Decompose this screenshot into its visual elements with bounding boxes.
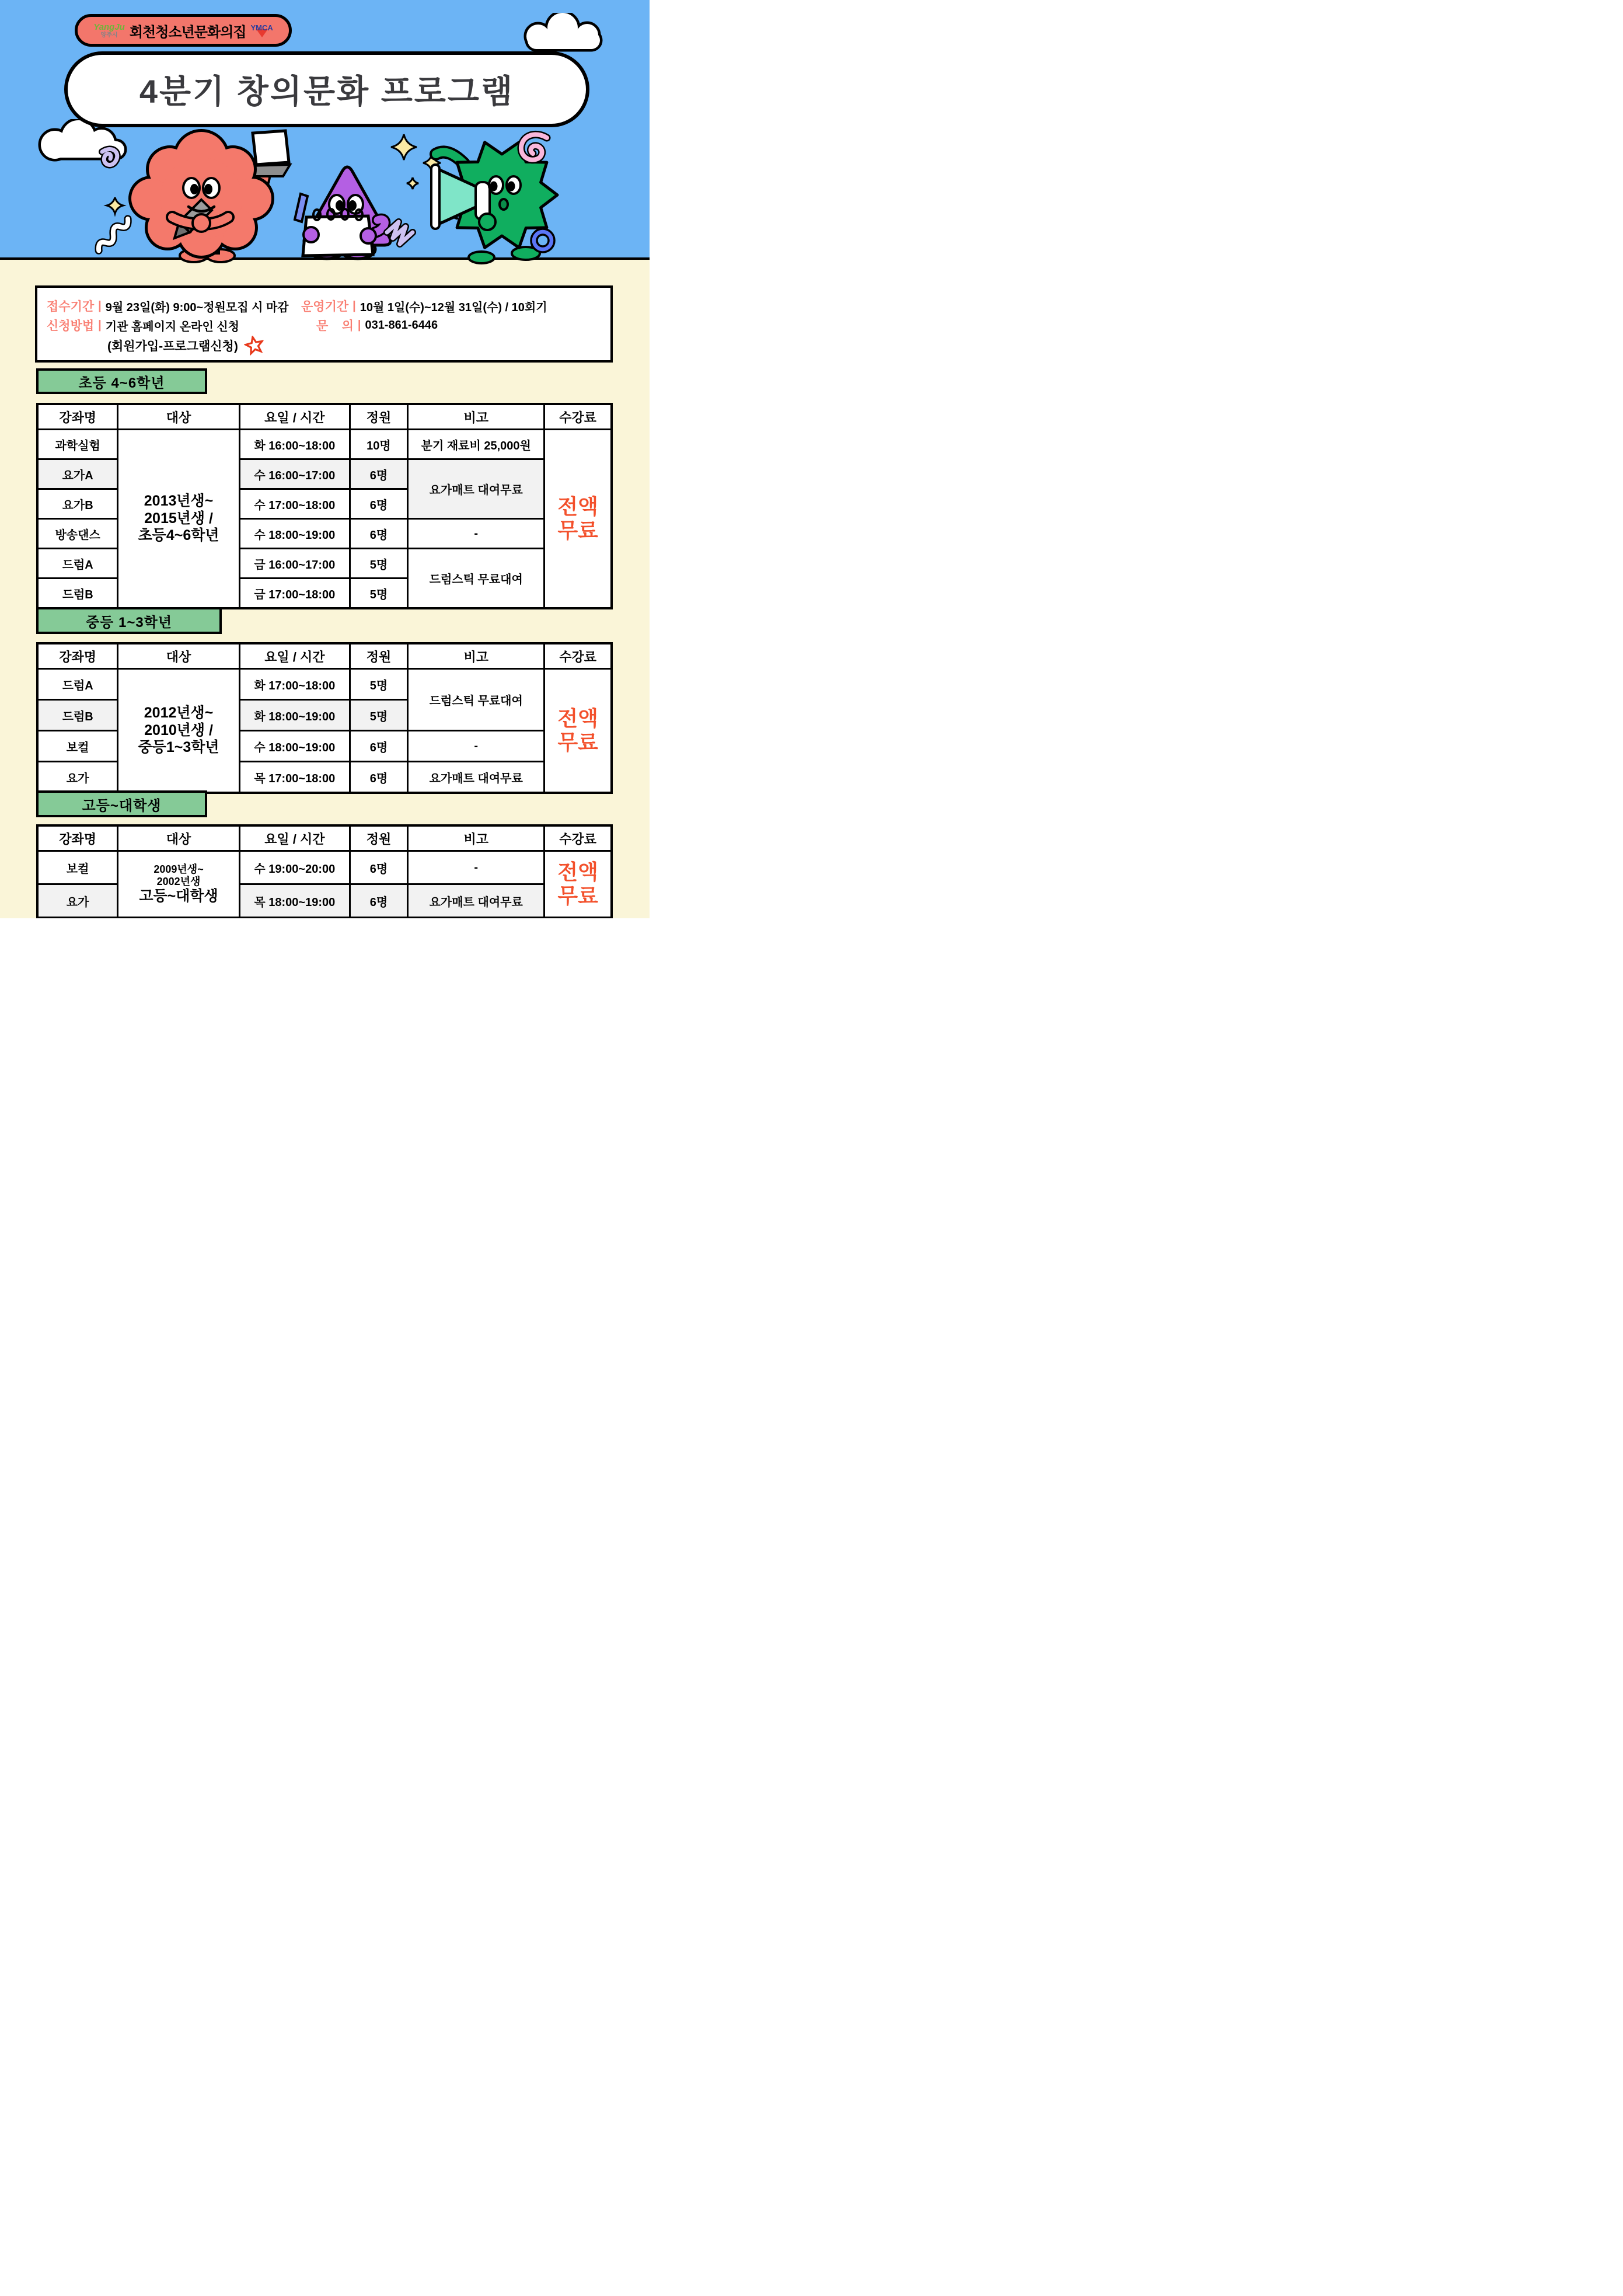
time-cell: 금 17:00~18:00 [239, 579, 350, 609]
info-apply-period [47, 297, 289, 315]
fee-cell: 전액 무료 [545, 430, 612, 609]
info-value: 10월 1일(수)~12월 31일(수) / 10회기 [359, 301, 547, 314]
info-apply-method [47, 316, 239, 334]
col-target: 대상 [118, 825, 240, 851]
note-cell: 요가매트 대여무료 [408, 884, 545, 918]
info-label: 접수기간 [47, 300, 95, 313]
col-fee: 수강료 [545, 643, 612, 669]
confetti-curl-icon [102, 149, 117, 165]
section-title: 초등 4~6학년 [78, 375, 165, 391]
course-name-cell: 방송댄스 [37, 519, 118, 549]
time-cell: 화 18:00~19:00 [239, 700, 350, 731]
capacity-cell: 5명 [350, 669, 407, 700]
fee-cell: 전액 무료 [545, 669, 612, 793]
info-divider: | [357, 318, 361, 332]
yangju-city-logo [93, 23, 125, 39]
col-capacity: 정원 [350, 825, 407, 851]
capacity-cell: 5명 [350, 549, 407, 579]
time-cell: 금 16:00~17:00 [239, 549, 350, 579]
fee-cell: 전액 무료 [545, 851, 612, 918]
info-operating-period [301, 297, 547, 315]
section-header-high [36, 790, 207, 817]
zigzag-icon [387, 222, 413, 244]
mascot-illustration [114, 130, 563, 264]
note-cell: 분기 재료비 25,000원 [408, 430, 545, 459]
capacity-cell: 10명 [350, 430, 407, 459]
program-table-elementary [36, 403, 613, 609]
course-name-cell: 드럼B [37, 700, 118, 731]
info-label: 문 의 [316, 319, 354, 333]
col-course: 강좌명 [37, 404, 118, 430]
course-name-cell: 과학실험 [37, 430, 118, 459]
note-cell: 요가매트 대여무료 [408, 762, 545, 793]
capacity-cell: 5명 [350, 579, 407, 609]
info-label: 운영기간 [301, 300, 349, 313]
star-doodle-icon [243, 334, 266, 357]
target-cell: 2009년생~ 2002년생 고등~대학생 [118, 851, 240, 918]
org-badge [75, 14, 292, 47]
note-cell: - [408, 731, 545, 762]
purple-triangle-character [295, 167, 390, 259]
course-name-cell: 드럼B [37, 579, 118, 609]
time-cell: 수 16:00~17:00 [239, 459, 350, 489]
col-course: 강좌명 [37, 825, 118, 851]
section-header-elementary [36, 368, 207, 394]
col-target: 대상 [118, 404, 240, 430]
info-divider: | [98, 299, 102, 312]
time-cell: 화 17:00~18:00 [239, 669, 350, 700]
note-cell: - [408, 519, 545, 549]
time-cell: 수 18:00~19:00 [239, 731, 350, 762]
col-time: 요일 / 시간 [239, 643, 350, 669]
capacity-cell: 5명 [350, 700, 407, 731]
program-poster [0, 0, 650, 918]
confetti-curl-icon [521, 134, 547, 159]
course-name-cell: 요가 [37, 884, 118, 918]
cloud-icon [517, 13, 610, 54]
red-flower-character [131, 131, 290, 262]
time-cell: 화 16:00~18:00 [239, 430, 350, 459]
table-header-row [37, 643, 612, 669]
course-name-cell: 요가B [37, 489, 118, 519]
capacity-cell: 6명 [350, 519, 407, 549]
course-name-cell: 요가 [37, 762, 118, 793]
info-value: 031-861-6446 [365, 318, 438, 332]
table-row [37, 669, 612, 700]
col-note: 비고 [408, 825, 545, 851]
yangju-city-label: 양주시 [100, 32, 118, 39]
col-time: 요일 / 시간 [239, 825, 350, 851]
note-cell: 드럼스틱 무료대여 [408, 669, 545, 731]
header-section [0, 0, 650, 260]
capacity-cell: 6명 [350, 489, 407, 519]
sparkle-icon [107, 197, 123, 214]
time-cell: 수 19:00~20:00 [239, 851, 350, 884]
col-note: 비고 [408, 404, 545, 430]
capacity-cell: 6명 [350, 851, 407, 884]
poster-title-pill [64, 51, 589, 127]
capacity-cell: 6명 [350, 884, 407, 918]
ymca-logo [251, 24, 273, 37]
org-name: 회천청소년문화의집 [129, 24, 246, 40]
info-divider: | [352, 299, 356, 312]
program-table-high [36, 824, 613, 918]
ring-icon [531, 229, 554, 252]
target-cell: 2012년생~ 2010년생 / 중등1~3학년 [118, 669, 240, 793]
info-contact [316, 316, 438, 334]
ymca-logo-text: YMCA [250, 23, 273, 32]
info-note-text: (회원가입-프로그램신청) [107, 340, 238, 353]
course-name-cell: 보컬 [37, 731, 118, 762]
info-value: 9월 23일(화) 9:00~정원모집 시 마감 [105, 301, 289, 314]
col-capacity: 정원 [350, 404, 407, 430]
course-name-cell: 요가A [37, 459, 118, 489]
section-header-middle [36, 607, 222, 634]
col-capacity: 정원 [350, 643, 407, 669]
capacity-cell: 6명 [350, 731, 407, 762]
table-header-row [37, 825, 612, 851]
course-name-cell: 드럼A [37, 549, 118, 579]
table-row [37, 430, 612, 459]
note-cell: 드럼스틱 무료대여 [408, 549, 545, 609]
poster-title: 4분기 창의문화 프로그램 [139, 73, 515, 110]
info-note [107, 336, 264, 356]
capacity-cell: 6명 [350, 762, 407, 793]
info-label: 신청방법 [47, 319, 95, 333]
time-cell: 수 17:00~18:00 [239, 489, 350, 519]
course-name-cell: 드럼A [37, 669, 118, 700]
yangju-logo-text: YangJu [93, 22, 125, 32]
col-target: 대상 [118, 643, 240, 669]
col-note: 비고 [408, 643, 545, 669]
time-cell: 목 17:00~18:00 [239, 762, 350, 793]
info-box [35, 285, 613, 363]
table-header-row [37, 404, 612, 430]
info-value: 기관 홈페이지 온라인 신청 [105, 320, 239, 333]
info-divider: | [98, 318, 102, 332]
table-row [37, 851, 612, 884]
note-cell: - [408, 851, 545, 884]
section-title: 중등 1~3학년 [85, 614, 173, 630]
col-fee: 수강료 [545, 404, 612, 430]
col-fee: 수강료 [545, 825, 612, 851]
squiggle-icon [93, 218, 133, 251]
time-cell: 목 18:00~19:00 [239, 884, 350, 918]
capacity-cell: 6명 [350, 459, 407, 489]
program-table-middle [36, 642, 613, 794]
time-cell: 수 18:00~19:00 [239, 519, 350, 549]
col-course: 강좌명 [37, 643, 118, 669]
note-cell: 요가매트 대여무료 [408, 459, 545, 519]
target-cell: 2013년생~ 2015년생 / 초등4~6학년 [118, 430, 240, 609]
section-title: 고등~대학생 [82, 797, 162, 814]
course-name-cell: 보컬 [37, 851, 118, 884]
col-time: 요일 / 시간 [239, 404, 350, 430]
